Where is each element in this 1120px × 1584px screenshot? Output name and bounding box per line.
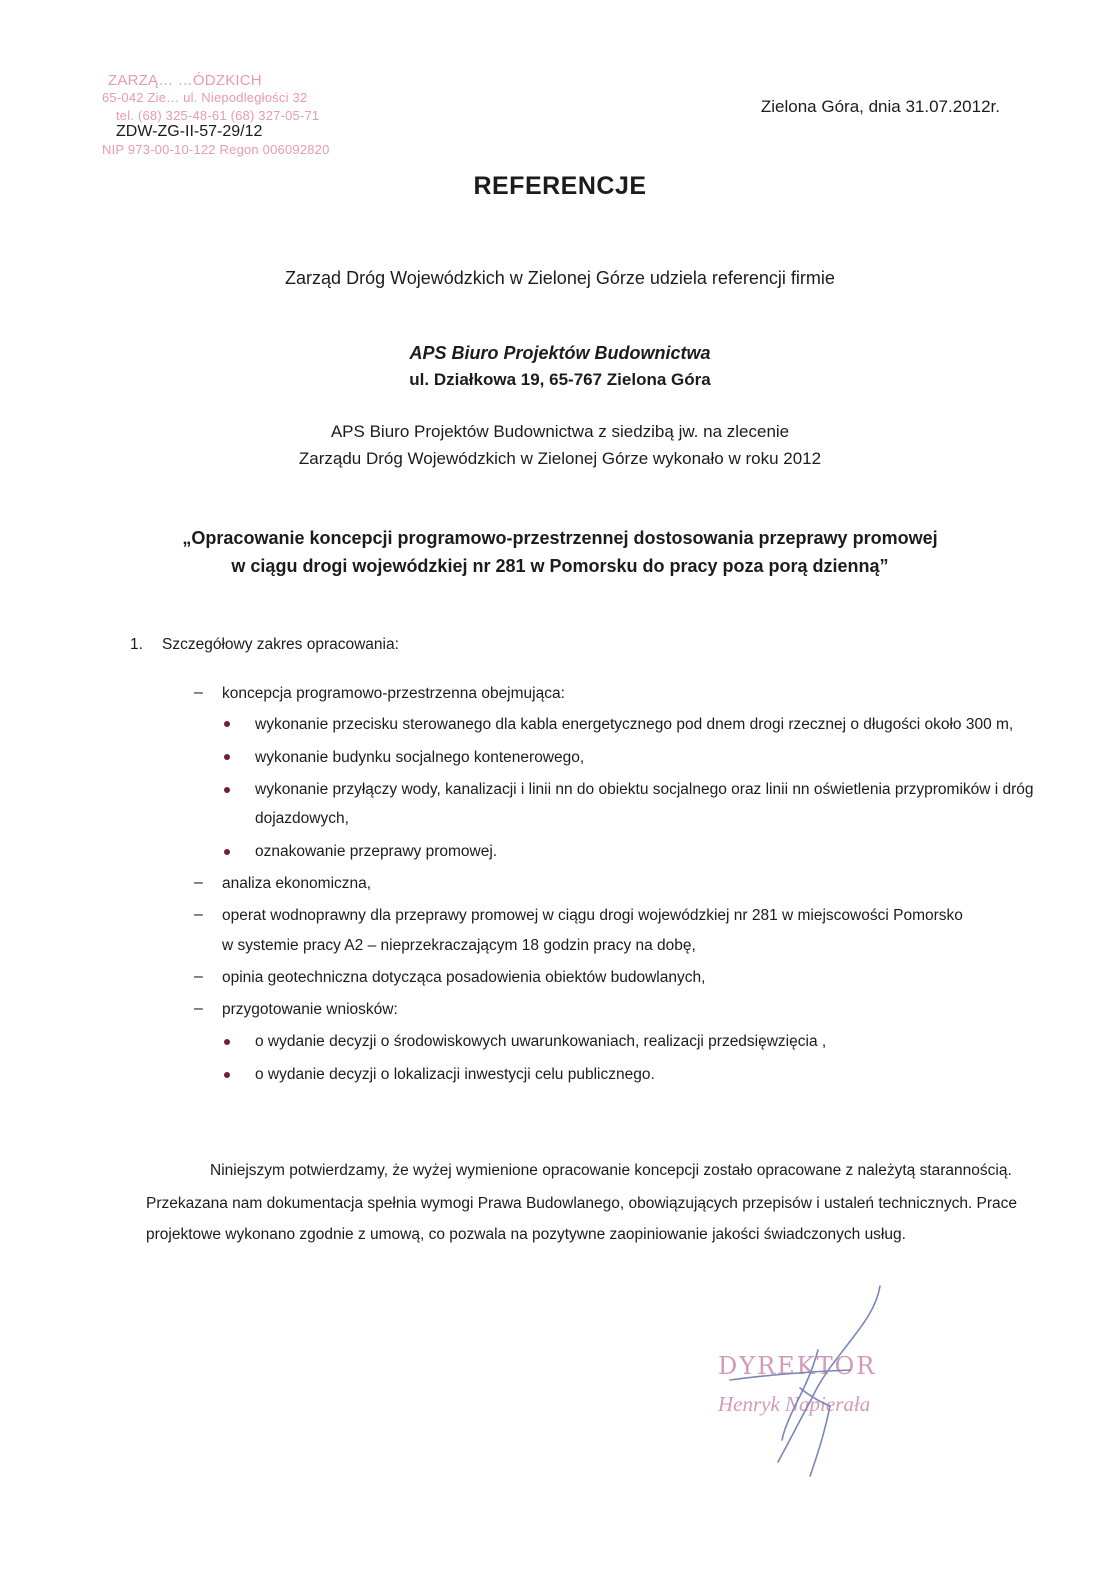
task-title-line-2: w ciągu drogi wojewódzkiej nr 281 w Pomorsku do pracy poza porą dzienną” <box>231 556 889 576</box>
scope-item-applications: przygotowanie wniosków: <box>222 1001 398 1018</box>
application-bullet-2: o wydanie decyzji o lokalizacji inwestycji celu publicznego. <box>255 1066 655 1083</box>
scope-item-geotech: opinia geotechniczna dotycząca posadowienia obiektów budowlanych, <box>222 969 706 986</box>
bullet-dot <box>224 1039 230 1045</box>
scope-item-economic: analiza ekonomiczna, <box>222 875 372 892</box>
scope-number: 1. <box>130 636 143 653</box>
document-date: Zielona Góra, dnia 31.07.2012r. <box>760 97 1000 116</box>
bullet-dot <box>224 1072 230 1078</box>
stamp-line-5: NIP 973-00-10-122 Regon 006092820 <box>102 142 330 157</box>
bullet-dot <box>224 849 230 855</box>
confirmation-line-1: Niniejszym potwierdzamy, że wyżej wymienione opracowanie koncepcji zostało opracowane z należytą starannością. <box>210 1162 1012 1179</box>
reference-number: ZDW-ZG-II-57-29/12 <box>116 123 263 140</box>
stamp-line-1: ZARZĄ… …ÓDZKICH <box>108 72 262 89</box>
task-title-line-1: „Opracowanie koncepcji programowo-przestrzennej dostosowania przeprawy promowej <box>182 528 938 548</box>
company-address: ul. Działkowa 19, 65-767 Zielona Góra <box>409 370 711 389</box>
signature-title: DYREKTOR <box>718 1352 877 1380</box>
dash-marker: – <box>194 684 203 701</box>
statement-line-1: APS Biuro Projektów Budownictwa z siedzibą jw. na zlecenie <box>330 422 790 441</box>
concept-bullet-3: wykonanie przyłączy wody, kanalizacji i linii nn do obiektu socjalnego oraz linii nn oświetlenia przypromików i dróg <box>255 781 1034 798</box>
scope-item-concept: koncepcja programowo-przestrzenna obejmująca: <box>222 685 565 702</box>
handwritten-signature <box>700 1280 920 1490</box>
dash-marker: – <box>194 906 203 923</box>
dash-marker: – <box>194 874 203 891</box>
confirmation-line-3: projektowe wykonano zgodnie z umową, co pozwala na pozytywne zaopiniowanie jakości świadczonych usług. <box>146 1226 906 1243</box>
stamp-line-2: 65-042 Zie… ul. Niepodległości 32 <box>102 90 308 105</box>
document-title: REFERENCJE <box>473 172 647 200</box>
application-bullet-1: o wydanie decyzji o środowiskowych uwarunkowaniach, realizacji przedsięwzięcia , <box>255 1033 827 1050</box>
company-name: APS Biuro Projektów Budownictwa <box>409 343 711 363</box>
signature-name: Henryk Napierała <box>718 1392 871 1416</box>
concept-bullet-3-cont: dojazdowych, <box>255 810 349 827</box>
concept-bullet-2: wykonanie budynku socjalnego kontenerowego, <box>255 749 585 766</box>
bullet-dot <box>224 787 230 793</box>
confirmation-line-2: Przekazana nam dokumentacja spełnia wymogi Prawa Budowlanego, obowiązujących przepisów i ustaleń technicznych. Prace <box>146 1195 1018 1212</box>
dash-marker: – <box>194 968 203 985</box>
bullet-dot <box>224 721 230 727</box>
intro-text: Zarząd Dróg Wojewódzkich w Zielonej Górze udziela referencji firmie <box>285 268 835 288</box>
scope-item-water-permit: operat wodnoprawny dla przeprawy promowej w ciągu drogi wojewódzkiej nr 281 w miejscowości Pomorsko <box>222 907 963 924</box>
scope-item-water-permit-cont: w systemie pracy A2 – nieprzekraczającym 18 godzin pracy na dobę, <box>222 937 696 954</box>
concept-bullet-4: oznakowanie przeprawy promowej. <box>255 843 498 860</box>
director-signature-block <box>700 1280 920 1490</box>
bullet-dot <box>224 754 230 760</box>
scope-heading: Szczegółowy zakres opracowania: <box>162 636 399 653</box>
concept-bullet-1: wykonanie przecisku sterowanego dla kabla energetycznego pod dnem drogi rzecznej o długości około 300 m, <box>255 716 1014 733</box>
dash-marker: – <box>194 1000 203 1017</box>
stamp-line-3: tel. (68) 325-48-61 (68) 327-05-71 <box>116 108 320 123</box>
office-stamp <box>96 72 386 162</box>
statement-line-2: Zarządu Dróg Wojewódzkich w Zielonej Górze wykonało w roku 2012 <box>298 449 822 468</box>
